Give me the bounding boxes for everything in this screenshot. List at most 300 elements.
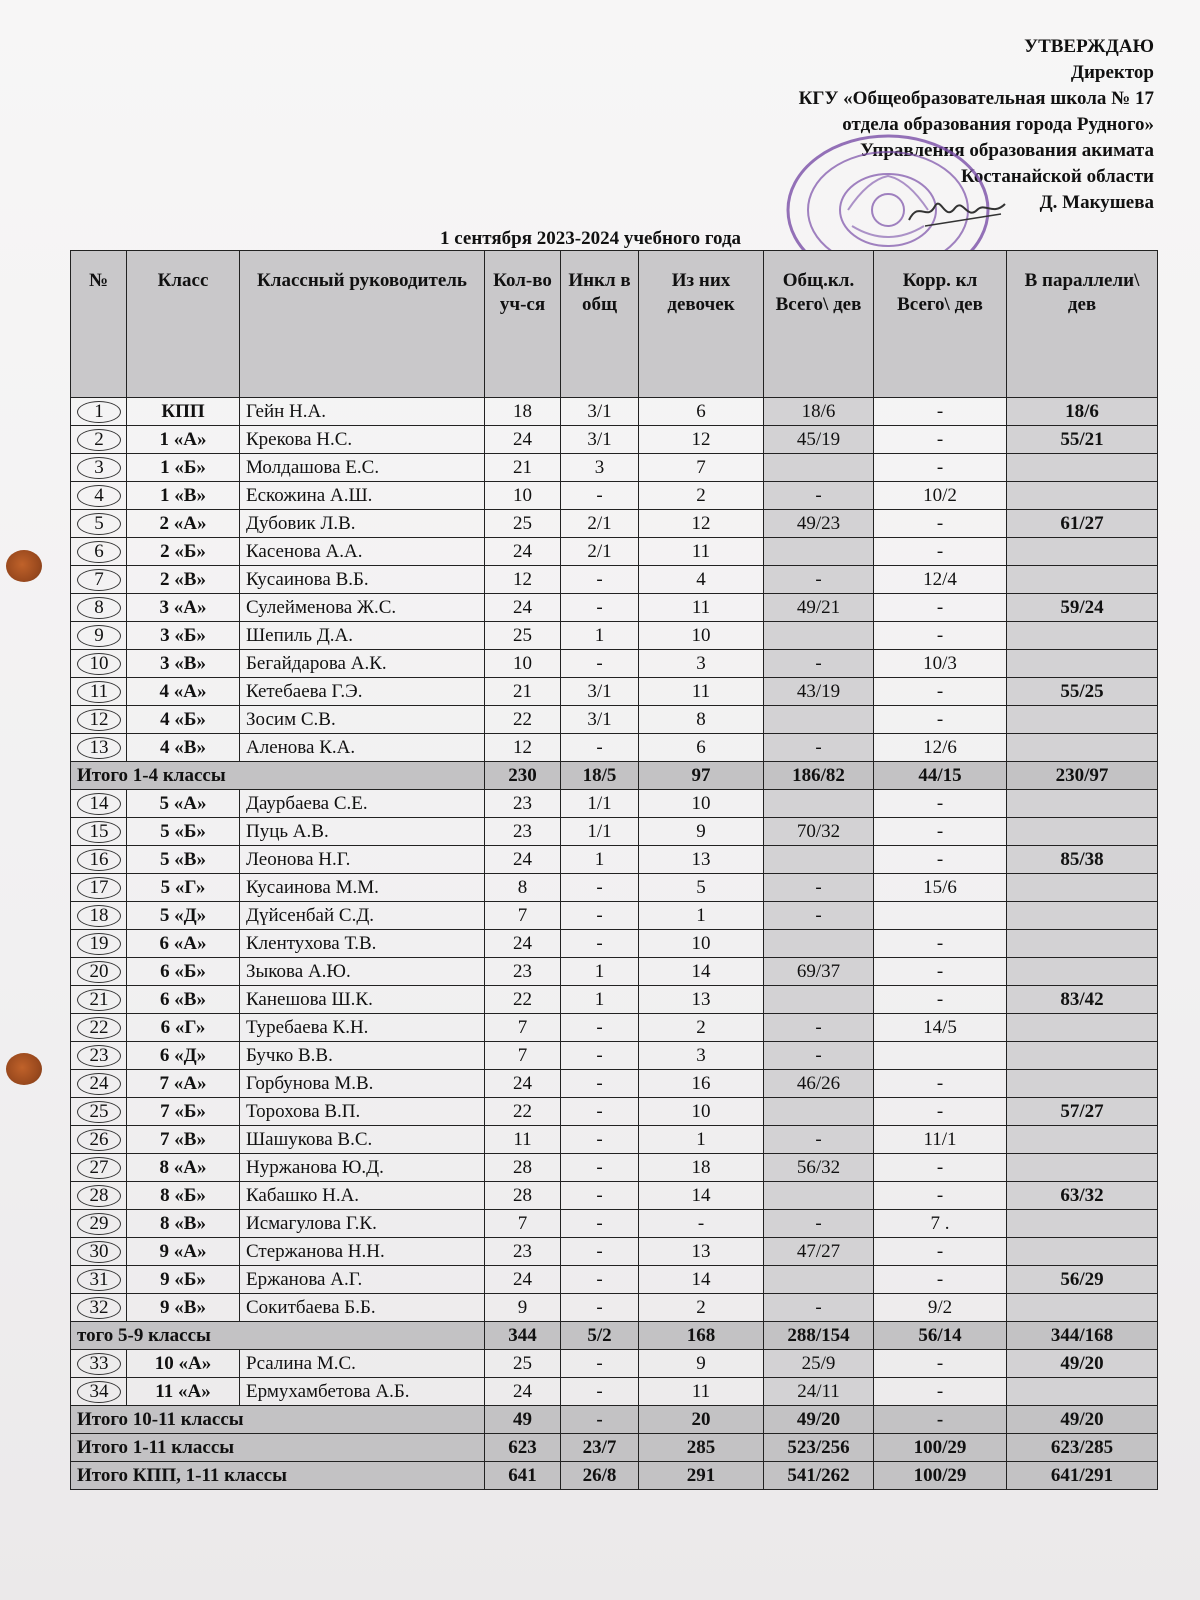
girls-count: 18 [639,1154,764,1182]
approval-org: КГУ «Общеобразовательная школа № 17 [798,88,1154,109]
inclusive-count: - [561,734,639,762]
general-class-total: 18/6 [764,398,874,426]
student-count: 21 [485,678,561,706]
inclusive-count: - [561,902,639,930]
general-class-total [764,1098,874,1126]
student-count: 22 [485,706,561,734]
row-number-cell [71,454,127,482]
row-number: 33 [77,1353,121,1375]
correction-class-total: - [874,1350,1007,1378]
teacher-name: Шашукова В.С. [240,1126,485,1154]
parallel-total: 55/25 [1007,678,1158,706]
class-name: 2 «В» [127,566,240,594]
teacher-name: Сулейменова Ж.С. [240,594,485,622]
class-name: 6 «Д» [127,1042,240,1070]
row-number: 14 [77,793,121,815]
general-class-total: - [764,566,874,594]
class-name: 3 «В» [127,650,240,678]
correction-class-total: - [874,622,1007,650]
col-header: Корр. кл Всего\ дев [874,251,1007,398]
inclusive-count: - [561,482,639,510]
student-count: 9 [485,1294,561,1322]
class-name: КПП [127,398,240,426]
girls-count: 13 [639,846,764,874]
inclusive-count: 1/1 [561,790,639,818]
teacher-name: Рсалина М.С. [240,1350,485,1378]
correction-class-total: 10/2 [874,482,1007,510]
girls-count: 10 [639,622,764,650]
table-row [71,482,1158,510]
total-par: 230/97 [1007,762,1158,790]
teacher-name: Канешова Ш.К. [240,986,485,1014]
girls-count: 2 [639,1014,764,1042]
col-header: В параллели\ дев [1007,251,1158,398]
row-number-cell [71,622,127,650]
total-par: 623/285 [1007,1434,1158,1462]
row-number: 8 [77,597,121,619]
general-class-total [764,1182,874,1210]
general-class-total: 56/32 [764,1154,874,1182]
girls-count: 11 [639,678,764,706]
row-number: 15 [77,821,121,843]
girls-count: 13 [639,1238,764,1266]
girls-count: - [639,1210,764,1238]
girls-count: 10 [639,930,764,958]
class-name: 4 «А» [127,678,240,706]
teacher-name: Зосим С.В. [240,706,485,734]
approval-director-name: Д. Макушева [1039,192,1154,213]
row-number-cell [71,706,127,734]
row-number-cell [71,1126,127,1154]
row-number: 4 [77,485,121,507]
row-number-cell [71,1210,127,1238]
table-row [71,538,1158,566]
general-class-total: - [764,1126,874,1154]
row-number: 19 [77,933,121,955]
table-row [71,1154,1158,1182]
parallel-total [1007,734,1158,762]
row-number-cell [71,1014,127,1042]
girls-count: 12 [639,510,764,538]
row-number: 3 [77,457,121,479]
parallel-total [1007,566,1158,594]
general-class-total: - [764,734,874,762]
general-class-total: 49/21 [764,594,874,622]
total-row [71,1322,1158,1350]
correction-class-total: - [874,1266,1007,1294]
general-class-total [764,846,874,874]
parallel-total [1007,706,1158,734]
row-number: 25 [77,1101,121,1123]
total-label: Итого 10-11 классы [71,1406,485,1434]
parallel-total [1007,818,1158,846]
girls-count: 10 [639,1098,764,1126]
total-gen: 541/262 [764,1462,874,1490]
parallel-total: 49/20 [1007,1350,1158,1378]
table-row [71,1266,1158,1294]
parallel-total: 83/42 [1007,986,1158,1014]
row-number: 31 [77,1269,121,1291]
total-incl: 23/7 [561,1434,639,1462]
total-gen: 49/20 [764,1406,874,1434]
table-row [71,818,1158,846]
row-number-cell [71,650,127,678]
row-number-cell [71,1070,127,1098]
total-gen: 186/82 [764,762,874,790]
inclusive-count: 3/1 [561,426,639,454]
class-name: 6 «А» [127,930,240,958]
table-row [71,1350,1158,1378]
correction-class-total: - [874,790,1007,818]
class-name: 5 «Д» [127,902,240,930]
total-row [71,762,1158,790]
student-count: 12 [485,734,561,762]
inclusive-count: - [561,1238,639,1266]
correction-class-total: - [874,1154,1007,1182]
inclusive-count: 3 [561,454,639,482]
row-number-cell [71,566,127,594]
correction-class-total: - [874,706,1007,734]
total-row [71,1406,1158,1434]
inclusive-count: 3/1 [561,398,639,426]
parallel-total [1007,482,1158,510]
general-class-total: 43/19 [764,678,874,706]
approval-region: Костанайской области [961,166,1154,187]
general-class-total: 24/11 [764,1378,874,1406]
row-number: 5 [77,513,121,535]
correction-class-total: - [874,1098,1007,1126]
total-incl: 18/5 [561,762,639,790]
total-par: 49/20 [1007,1406,1158,1434]
row-number-cell [71,1266,127,1294]
general-class-total [764,622,874,650]
general-class-total: 49/23 [764,510,874,538]
class-name: 9 «А» [127,1238,240,1266]
total-label: Итого 1-4 классы [71,762,485,790]
parallel-total [1007,454,1158,482]
teacher-name: Кусаинова В.Б. [240,566,485,594]
row-number-cell [71,1154,127,1182]
row-number-cell [71,902,127,930]
class-name: 9 «Б» [127,1266,240,1294]
parallel-total [1007,902,1158,930]
parallel-total [1007,1126,1158,1154]
total-label: Итого КПП, 1-11 классы [71,1462,485,1490]
row-number-cell [71,1098,127,1126]
row-number-cell [71,874,127,902]
parallel-total: 56/29 [1007,1266,1158,1294]
date-line: 1 сентября 2023-2024 учебного года [440,228,742,249]
student-count: 22 [485,1098,561,1126]
inclusive-count: - [561,1070,639,1098]
row-number-cell [71,734,127,762]
girls-count: 2 [639,482,764,510]
table-row [71,1014,1158,1042]
inclusive-count: - [561,1098,639,1126]
teacher-name: Ержанова А.Г. [240,1266,485,1294]
row-number-cell [71,1294,127,1322]
general-class-total [764,986,874,1014]
correction-class-total: 7 . [874,1210,1007,1238]
table-row [71,1042,1158,1070]
class-roster-table [70,250,1158,1490]
row-number: 2 [77,429,121,451]
row-number-cell [71,1238,127,1266]
teacher-name: Туребаева К.Н. [240,1014,485,1042]
correction-class-total: - [874,986,1007,1014]
teacher-name: Даурбаева С.Е. [240,790,485,818]
general-class-total: 70/32 [764,818,874,846]
general-class-total [764,790,874,818]
inclusive-count: 1/1 [561,818,639,846]
row-number: 6 [77,541,121,563]
inclusive-count: - [561,594,639,622]
inclusive-count: - [561,1378,639,1406]
table-row [71,426,1158,454]
table-row [71,1098,1158,1126]
girls-count: 11 [639,594,764,622]
general-class-total: - [764,1210,874,1238]
total-girls: 97 [639,762,764,790]
inclusive-count: 3/1 [561,706,639,734]
parallel-total [1007,790,1158,818]
correction-class-total: 12/6 [874,734,1007,762]
table-row [71,734,1158,762]
row-number-cell [71,930,127,958]
girls-count: 1 [639,902,764,930]
total-girls: 291 [639,1462,764,1490]
total-corr: 56/14 [874,1322,1007,1350]
col-header: Классный руководитель [240,251,485,398]
correction-class-total: 11/1 [874,1126,1007,1154]
table-row [71,678,1158,706]
row-number-cell [71,510,127,538]
inclusive-count: 2/1 [561,538,639,566]
total-corr: 100/29 [874,1462,1007,1490]
girls-count: 6 [639,398,764,426]
row-number: 32 [77,1297,121,1319]
student-count: 24 [485,594,561,622]
student-count: 24 [485,1070,561,1098]
inclusive-count: 3/1 [561,678,639,706]
teacher-name: Бучко В.В. [240,1042,485,1070]
correction-class-total: - [874,510,1007,538]
student-count: 25 [485,510,561,538]
girls-count: 8 [639,706,764,734]
header-row [71,251,1158,398]
table-row [71,1182,1158,1210]
parallel-total [1007,650,1158,678]
inclusive-count: - [561,1014,639,1042]
student-count: 24 [485,426,561,454]
total-row [71,1462,1158,1490]
girls-count: 14 [639,958,764,986]
teacher-name: Молдашова Е.С. [240,454,485,482]
row-number: 30 [77,1241,121,1263]
student-count: 7 [485,1210,561,1238]
row-number: 1 [77,401,121,423]
teacher-name: Кетебаева Г.Э. [240,678,485,706]
teacher-name: Пуць А.В. [240,818,485,846]
teacher-name: Исмагулова Г.К. [240,1210,485,1238]
student-count: 28 [485,1154,561,1182]
inclusive-count: 1 [561,846,639,874]
teacher-name: Торохова В.П. [240,1098,485,1126]
teacher-name: Дубовик Л.В. [240,510,485,538]
student-count: 25 [485,622,561,650]
row-number-cell [71,594,127,622]
approval-position: Директор [1070,62,1154,83]
row-number-cell [71,790,127,818]
correction-class-total: - [874,818,1007,846]
general-class-total: - [764,902,874,930]
class-name: 5 «В» [127,846,240,874]
class-name: 5 «А» [127,790,240,818]
parallel-total [1007,930,1158,958]
girls-count: 3 [639,650,764,678]
total-row [71,1434,1158,1462]
table-row [71,1294,1158,1322]
general-class-total: 45/19 [764,426,874,454]
teacher-name: Нуржанова Ю.Д. [240,1154,485,1182]
parallel-total: 18/6 [1007,398,1158,426]
inclusive-count: 2/1 [561,510,639,538]
row-number-cell [71,678,127,706]
class-name: 6 «В» [127,986,240,1014]
total-incl: 5/2 [561,1322,639,1350]
table-row [71,874,1158,902]
col-header: № [71,251,127,398]
parallel-total [1007,1210,1158,1238]
general-class-total: - [764,650,874,678]
teacher-name: Ескожина А.Ш. [240,482,485,510]
parallel-total [1007,1378,1158,1406]
girls-count: 5 [639,874,764,902]
total-girls: 285 [639,1434,764,1462]
teacher-name: Бегайдарова А.К. [240,650,485,678]
inclusive-count: - [561,1294,639,1322]
inclusive-count: - [561,1126,639,1154]
general-class-total [764,930,874,958]
inclusive-count: - [561,566,639,594]
inclusive-count: - [561,874,639,902]
signature [905,192,1010,232]
table-row [71,594,1158,622]
girls-count: 11 [639,538,764,566]
girls-count: 1 [639,1126,764,1154]
row-number: 13 [77,737,121,759]
col-header: Класс [127,251,240,398]
inclusive-count: - [561,1154,639,1182]
general-class-total: 47/27 [764,1238,874,1266]
table-row [71,1378,1158,1406]
parallel-total [1007,622,1158,650]
teacher-name: Гейн Н.А. [240,398,485,426]
correction-class-total: - [874,958,1007,986]
total-count: 230 [485,762,561,790]
general-class-total [764,454,874,482]
student-count: 28 [485,1182,561,1210]
table-row [71,566,1158,594]
correction-class-total: - [874,1182,1007,1210]
general-class-total [764,706,874,734]
teacher-name: Касенова А.А. [240,538,485,566]
student-count: 18 [485,398,561,426]
class-name: 7 «Б» [127,1098,240,1126]
row-number: 17 [77,877,121,899]
total-incl: 26/8 [561,1462,639,1490]
correction-class-total: 15/6 [874,874,1007,902]
row-number-cell [71,538,127,566]
teacher-name: Сокитбаева Б.Б. [240,1294,485,1322]
table-row [71,958,1158,986]
teacher-name: Кабашко Н.А. [240,1182,485,1210]
class-name: 4 «В» [127,734,240,762]
teacher-name: Ермухамбетова А.Б. [240,1378,485,1406]
row-number: 22 [77,1017,121,1039]
correction-class-total: - [874,594,1007,622]
table-row [71,1070,1158,1098]
girls-count: 10 [639,790,764,818]
inclusive-count: - [561,1210,639,1238]
row-number: 12 [77,709,121,731]
parallel-total [1007,1238,1158,1266]
row-number: 23 [77,1045,121,1067]
col-header: Из них девочек [639,251,764,398]
teacher-name: Леонова Н.Г. [240,846,485,874]
table-row [71,846,1158,874]
punch-hole [6,1053,42,1085]
teacher-name: Клентухова Т.В. [240,930,485,958]
student-count: 7 [485,1042,561,1070]
girls-count: 4 [639,566,764,594]
col-header: Инкл в общ [561,251,639,398]
table-row [71,398,1158,426]
row-number: 28 [77,1185,121,1207]
total-corr: 100/29 [874,1434,1007,1462]
inclusive-count: - [561,1042,639,1070]
approval-org: отдела образования города Рудного» [842,114,1154,135]
student-count: 24 [485,538,561,566]
student-count: 23 [485,958,561,986]
class-name: 5 «Г» [127,874,240,902]
class-name: 6 «Г» [127,1014,240,1042]
class-name: 2 «А» [127,510,240,538]
teacher-name: Зыкова А.Ю. [240,958,485,986]
inclusive-count: - [561,1266,639,1294]
teacher-name: Дүйсенбай С.Д. [240,902,485,930]
general-class-total: - [764,1294,874,1322]
girls-count: 2 [639,1294,764,1322]
student-count: 23 [485,1238,561,1266]
row-number: 9 [77,625,121,647]
class-name: 6 «Б» [127,958,240,986]
total-count: 344 [485,1322,561,1350]
teacher-name: Крекова Н.С. [240,426,485,454]
total-incl: - [561,1406,639,1434]
girls-count: 9 [639,1350,764,1378]
class-name: 9 «В» [127,1294,240,1322]
total-count: 641 [485,1462,561,1490]
correction-class-total [874,902,1007,930]
girls-count: 9 [639,818,764,846]
parallel-total [1007,1154,1158,1182]
correction-class-total: - [874,398,1007,426]
parallel-total [1007,874,1158,902]
table-row [71,706,1158,734]
student-count: 24 [485,846,561,874]
parallel-total: 61/27 [1007,510,1158,538]
